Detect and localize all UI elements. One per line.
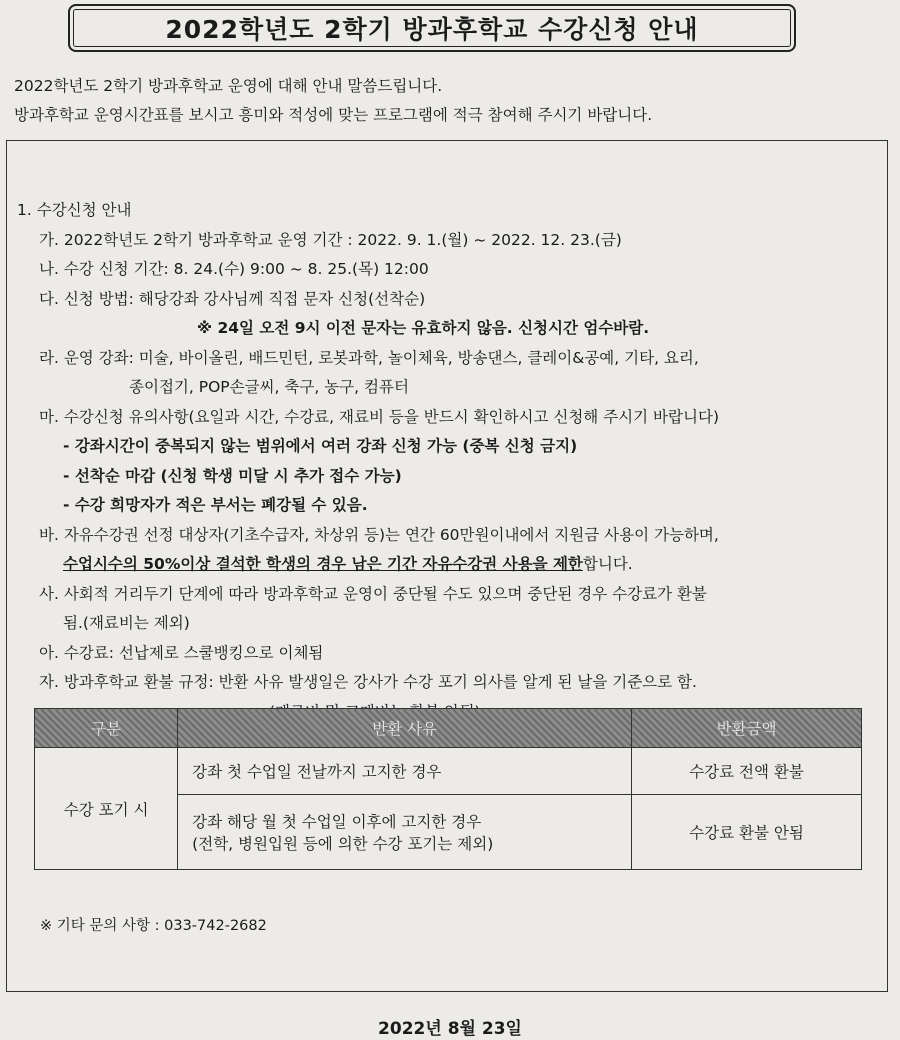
intro-line: 방과후학교 운영시간표를 보시고 흥미와 적성에 맞는 프로그램에 적극 참여해 주시기 바랍니다. [14,106,653,124]
ba-underlined-text: 수업시수의 50%이상 결석한 학생의 경우 남은 기간 자유수강권 사용을 제한 [63,555,583,573]
item-sa: 사. 사회적 거리두기 단계에 따라 방과후학교 운영이 중단될 수도 있으며 중단된 경우 수강료가 환불 [39,584,707,603]
table-row [35,748,862,795]
amount-cell: 수강료 환불 안됨 [632,795,862,870]
reason-line: 강좌 해당 월 첫 수업일 이후에 고지한 경우 [192,813,482,831]
table-header: 구분 [35,709,178,748]
section-content [17,196,885,727]
reason-cell [178,795,632,870]
item-na: 나. 수강 신청 기간: 8. 24.(수) 9:00 ~ 8. 25.(목) 12:00 [39,260,429,278]
item-a: 아. 수강료: 선납제로 스쿨뱅킹으로 이체됨 [39,643,324,662]
item-sa-cont: 됨.(재료비는 제외) [63,614,190,632]
reason-cell: 강좌 첫 수업일 전날까지 고지한 경우 [178,748,632,795]
refund-table [34,708,862,870]
notice-date: 2022년 8월 23일 [378,1019,522,1039]
item-ba-cont [17,550,885,580]
reason-line: (전학, 병원입원 등에 의한 수강 포기는 제외) [192,835,494,853]
amount-cell: 수강료 전액 환불 [632,748,862,795]
item-da: 다. 신청 방법: 해당강좌 강사님께 직접 문자 신청(선착순) [39,289,426,308]
item-da-note: ※ 24일 오전 9시 이전 문자는 유효하지 않음. 신청시간 엄수바람. [197,319,650,337]
section-heading: 1. 수강신청 안내 [17,201,132,219]
ba-tail-text: 합니다. [582,555,633,573]
item-ja: 자. 방과후학교 환불 규정: 반환 사유 발생일은 강사가 수강 포기 의사를 알게 된 날을 기준으로 함. [39,673,697,691]
item-ma: 마. 수강신청 유의사항(요일과 시간, 수강료, 재료비 등을 반드시 확인하시고 신청해 주시기 바랍니다) [39,407,719,426]
table-header: 반환 사유 [178,709,632,748]
item-ga: 가. 2022학년도 2학기 방과후학교 운영 기간 : 2022. 9. 1.(월) ~ 2022. 12. 23.(금) [39,230,622,249]
intro-text [14,72,652,130]
table-header-row [35,709,862,748]
intro-line: 2022학년도 2학기 방과후학교 운영에 대해 안내 말씀드립니다. [14,77,443,95]
ma-bullet: - 선착순 마감 (신청 학생 미달 시 추가 접수 가능) [63,466,402,485]
ma-bullet: - 강좌시간이 중복되지 않는 범위에서 여러 강좌 신청 가능 (중복 신청 금지) [63,437,578,455]
ma-bullet: - 수강 희망자가 적은 부서는 폐강될 수 있음. [63,496,368,514]
page-title: 2022학년도 2학기 방과후학교 수강신청 안내 [68,4,796,52]
category-cell: 수강 포기 시 [35,748,178,870]
item-ba: 바. 자유수강권 선정 대상자(기초수급자, 차상위 등)는 연간 60만원이내에서 지원금 사용이 가능하며, [39,525,719,544]
item-ra: 라. 운영 강좌: 미술, 바이올린, 배드민턴, 로봇과학, 놀이체육, 방송댄스, 클레이&공예, 기타, 요리, [39,348,699,367]
item-ra-cont: 종이접기, POP손글씨, 축구, 농구, 컴퓨터 [129,378,409,396]
contact-info: ※ 기타 문의 사항 : 033-742-2682 [40,918,267,934]
table-header: 반환금액 [632,709,862,748]
